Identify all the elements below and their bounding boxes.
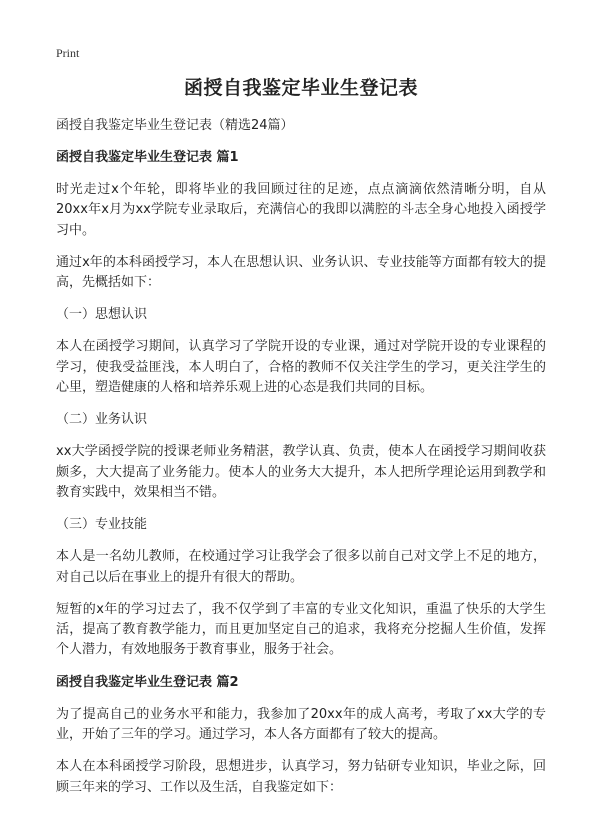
paragraph: 本人在函授学习期间，认真学习了学院开设的专业课，通过对学院开设的专业课程的学习，使我受益匪浅，本人明白了，合格的教师不仅关注学生的学习，更关注学生的心里，塑造健康的人格和培养乐观上进的心态是我们共同的目标。 — [56, 339, 546, 396]
paragraph: 为了提高自己的业务水平和能力，我参加了20xx年的成人高考，考取了xx大学的专业，开始了三年的学习。通过学习，本人各方面都有了较大的提高。 — [56, 706, 546, 743]
section-heading-1: 函授自我鉴定毕业生登记表 篇1 — [56, 150, 239, 165]
paragraph: 本人是一名幼儿教师，在校通过学习让我学会了很多以前自己对文学上不足的地方，对自己以后在事业上的提升有很大的帮助。 — [56, 549, 546, 585]
section-heading-2: 函授自我鉴定毕业生登记表 篇2 — [56, 674, 239, 690]
page-title: 函授自我鉴定毕业生登记表 — [183, 77, 418, 99]
document-subtitle: 函授自我鉴定毕业生登记表（精选24篇） — [56, 118, 294, 133]
subsection-label-ideology: （一）思想认识 — [56, 307, 148, 323]
paragraph: 短暂的x年的学习过去了，我不仅学到了丰富的专业文化知识，重温了快乐的大学生活，提高了教育教学能力，而且更加坚定自己的追求，我将充分挖掘人生价值，发挥个人潜力，有效地服务于教育事业，服务于社会。 — [56, 601, 546, 658]
paragraph: 本人在本科函授学习阶段，思想进步，认真学习，努力钻研专业知识，毕业之际，回顾三年来的学习、工作以及生活，自我鉴定如下： — [56, 759, 546, 795]
paragraph: 时光走过x个年轮，即将毕业的我回顾过往的足迹，点点滴滴依然清晰分明，自从20xx年x月为xx学院专业录取后，充满信心的我即以满腔的斗志全身心地投入函授学习中。 — [56, 182, 546, 238]
document — [56, 74, 546, 798]
paragraph: 通过x年的本科函授学习，本人在思想认识、业务认识、专业技能等方面都有较大的提高，先概括如下： — [56, 254, 546, 291]
subsection-label-business: （二）业务认识 — [56, 412, 148, 428]
paragraph: xx大学函授学院的授课老师业务精湛，教学认真、负责，使本人在函授学习期间收获颇多，大大提高了业务能力。使本人的业务大大提升，本人把所学理论运用到教学和教育实践中，效果相当不错。 — [56, 444, 546, 500]
print-link[interactable]: Print — [56, 46, 80, 60]
subsection-label-skills: （三）专业技能 — [56, 517, 148, 533]
